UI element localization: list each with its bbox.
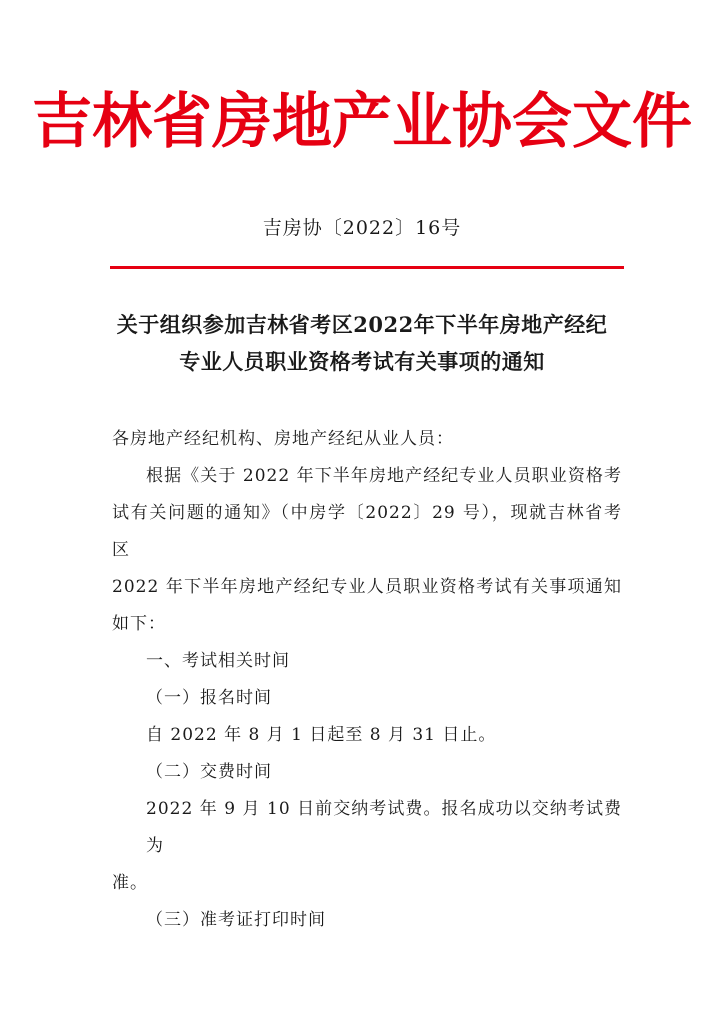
notice-body bbox=[112, 458, 622, 939]
section-heading-exam-times: 一、考试相关时间 bbox=[146, 651, 290, 671]
intro-line-4: 如下： bbox=[112, 614, 166, 634]
subsection-heading-payment: （二）交费时间 bbox=[146, 762, 272, 782]
registration-period-text: 自 2022 年 8 月 1 日起至 8 月 31 日止。 bbox=[146, 725, 497, 745]
payment-text-line-1: 2022 年 9 月 10 日前交纳考试费。报名成功以交纳考试费为 bbox=[146, 799, 622, 856]
document-number: 吉房协〔2022〕16号 bbox=[262, 217, 462, 239]
red-divider-line bbox=[110, 266, 624, 269]
notice-title-line-1: 关于组织参加吉林省考区2022年下半年房地产经纪 bbox=[116, 312, 608, 337]
intro-line-1: 根据《关于 2022 年下半年房地产经纪专业人员职业资格考 bbox=[146, 466, 622, 486]
notice-title bbox=[60, 306, 664, 380]
intro-line-2: 试有关问题的通知》（中房学〔2022〕29 号），现就吉林省考区 bbox=[112, 503, 622, 560]
salutation: 各房地产经纪机构、房地产经纪从业人员： bbox=[112, 429, 454, 449]
payment-text-line-2: 准。 bbox=[112, 873, 148, 893]
subsection-heading-registration: （一）报名时间 bbox=[146, 688, 272, 708]
intro-line-3: 2022 年下半年房地产经纪专业人员职业资格考试有关事项通知 bbox=[112, 577, 622, 597]
document-header-title: 吉林省房地产业协会文件 bbox=[32, 87, 692, 157]
subsection-heading-admission-ticket: （三）准考证打印时间 bbox=[146, 910, 326, 930]
notice-title-line-2: 专业人员职业资格考试有关事项的通知 bbox=[179, 349, 545, 374]
